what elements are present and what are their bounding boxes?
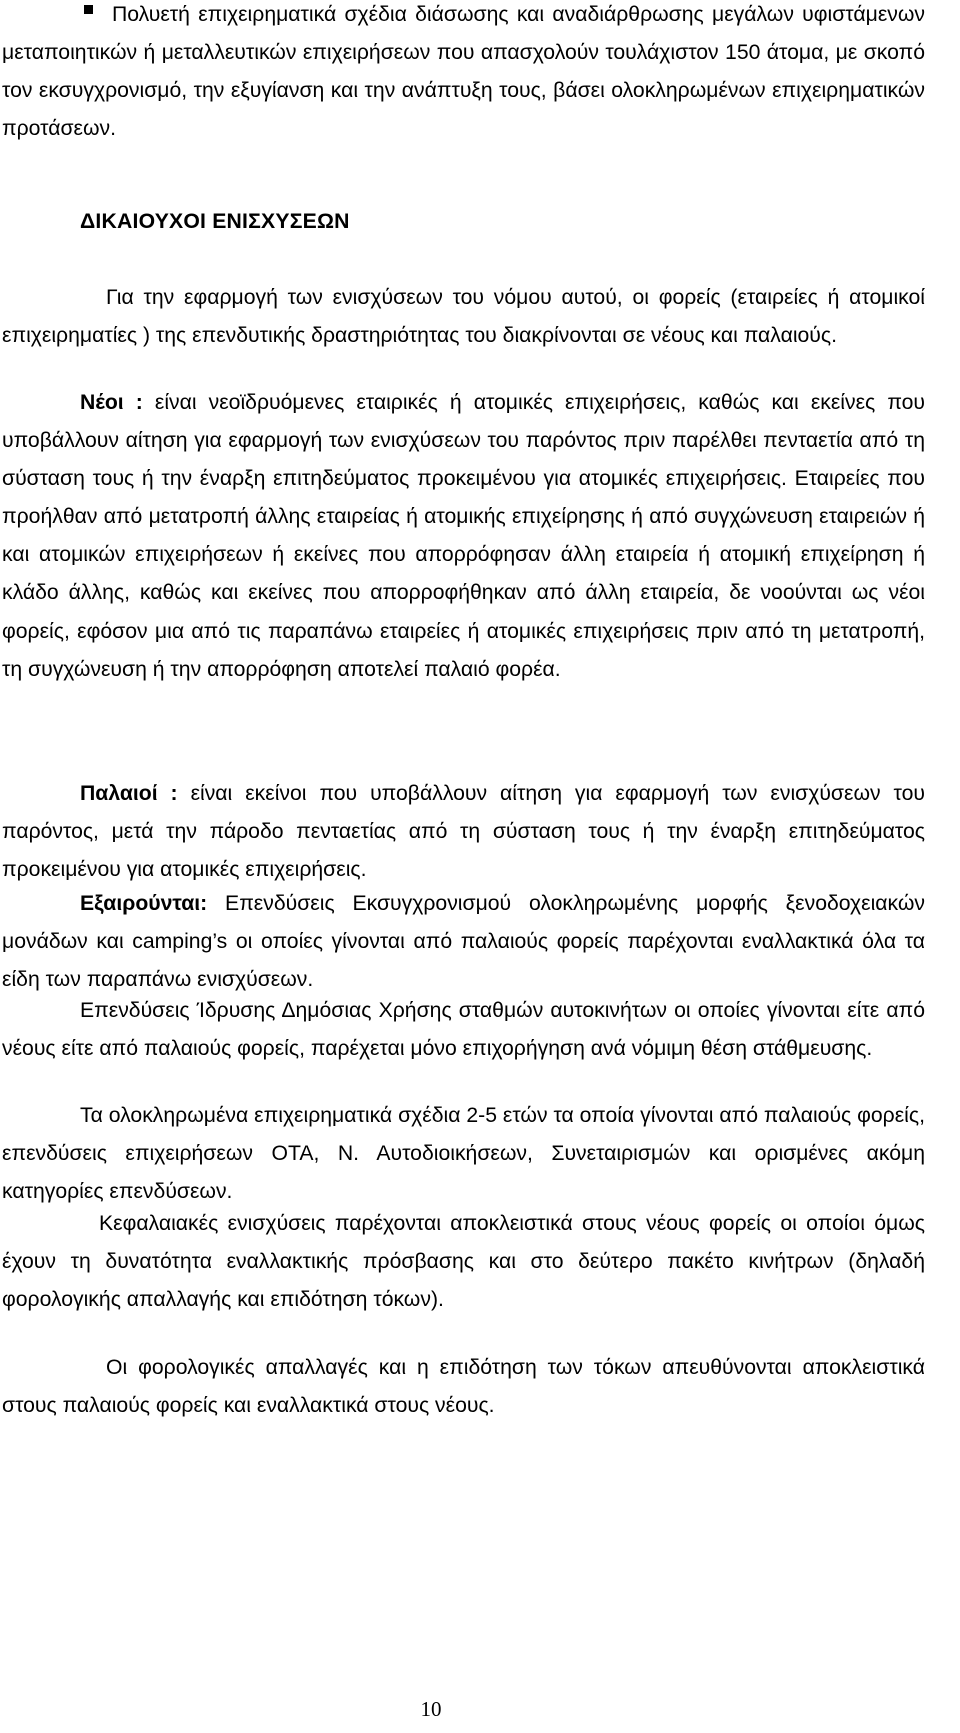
new-entities-label: Νέοι : — [80, 391, 143, 414]
square-bullet-icon — [84, 5, 93, 14]
integrated-plans-paragraph: Τα ολοκληρωμένα επιχειρηματικά σχέδια 2-5 ετών τα οποία γίνονται από παλαιούς φορείς, επενδύσεις επιχειρήσεων ΟΤΑ, Ν. Αυτοδιοικήσεων, Συνεταιρισμών και ορισμένες ακόμη κατηγορίες επενδύσεων. — [2, 1104, 925, 1204]
section-heading: ΔΙΚΑΙΟΥΧΟΙ ΕΝΙΣΧΥΣΕΩΝ — [80, 210, 350, 233]
new-entities-paragraph — [2, 384, 925, 689]
capital-subsidies-paragraph: Κεφαλαιακές ενισχύσεις παρέχονται αποκλειστικά στους νέους φορείς οι οποίοι όμως έχουν τη δυνατότητα εναλλακτικής πρόσβασης και στο δεύτερο πακέτο κινήτρων (δηλαδή φορολογικής απαλλαγής και επιδότηση τόκων). — [2, 1212, 925, 1312]
excluded-text: Επενδύσεις Εκσυγχρονισμού ολοκληρωμένης μορφής ξενοδοχειακών μονάδων και camping’s οι οποίες γίνονται από παλαιούς φορείς παρέχονται εναλλακτικά όλα τα είδη των παραπάνω ενισχύσεων. — [2, 892, 925, 992]
parking-paragraph: Επενδύσεις Ίδρυσης Δημόσιας Χρήσης σταθμών αυτοκινήτων οι οποίες γίνονται είτε από νέους είτε από παλαιούς φορείς, παρέχεται μόνο επιχορήγηση ανά νόμιμη θέση στάθμευσης. — [2, 999, 925, 1061]
bullet-list-item — [2, 0, 925, 148]
intro-paragraph: Για την εφαρμογή των ενισχύσεων του νόμου αυτού, οι φορείς (εταιρείες ή ατομικοί επιχειρηματίες ) της επενδυτικής δραστηριότητας του διακρίνονται σε νέους και παλαιούς. — [2, 286, 925, 348]
page-number: 10 — [420, 1697, 442, 1721]
tax-exemptions-paragraph: Οι φορολογικές απαλλαγές και η επιδότηση των τόκων απευθύνονται αποκλειστικά στους παλαιούς φορείς και εναλλακτικά στους νέους. — [2, 1356, 925, 1418]
excluded-paragraph — [2, 885, 925, 999]
excluded-label: Εξαιρούνται: — [80, 892, 208, 915]
new-entities-text: είναι νεοϊδρυόμενες εταιρικές ή ατομικές επιχειρήσεις, καθώς και εκείνες που υποβάλλουν αίτηση για εφαρμογή των ενισχύσεων του παρόντος πριν παρέλθει πενταετία από τη σύσταση τους ή την έναρξη επιτηδεύματος προκειμένου για ατομικές επιχειρήσεις. Εταιρείες που προήλθαν από μετατροπή άλλης εταιρείας ή ατομικής επιχείρησης ή από συγχώνευση εταιρειών ή και ατομικών επιχειρήσεων ή εκείνες που απορρόφησαν άλλη εταιρεία ή ατομική επιχείρηση ή κλάδο άλλης, καθώς και εκείνες που απορροφήθηκαν από άλλη εταιρεία, δε νοούνται ως νέοι φορείς, εφόσον μια από τις παραπάνω εταιρείες ή ατομικές επιχειρήσεις πριν από τη μετατροπή, τη συγχώνευση ή την απορρόφηση αποτελεί παλαιό φορέα. — [2, 391, 926, 681]
old-entities-text: είναι εκείνοι που υποβάλλουν αίτηση για εφαρμογή των ενισχύσεων του παρόντος, μετά την πάροδο πενταετίας από τη σύσταση τους ή την έναρξη επιτηδεύματος προκειμένου για ατομικές επιχειρήσεις. — [2, 782, 925, 882]
old-entities-paragraph — [2, 775, 925, 889]
bullet-item-text: Πολυετή επιχειρηματικά σχέδια διάσωσης και αναδιάρθρωσης μεγάλων υφιστάμενων μεταποιητικών ή μεταλλευτικών επιχειρήσεων που απασχολούν τουλάχιστον 150 άτομα, με σκοπό τον εκσυγχρονισμό, την εξυγίανση και την ανάπτυξη τους, βάσει ολοκληρωμένων επιχειρηματικών προτάσεων. — [2, 3, 925, 141]
old-entities-label: Παλαιοί : — [80, 782, 178, 805]
